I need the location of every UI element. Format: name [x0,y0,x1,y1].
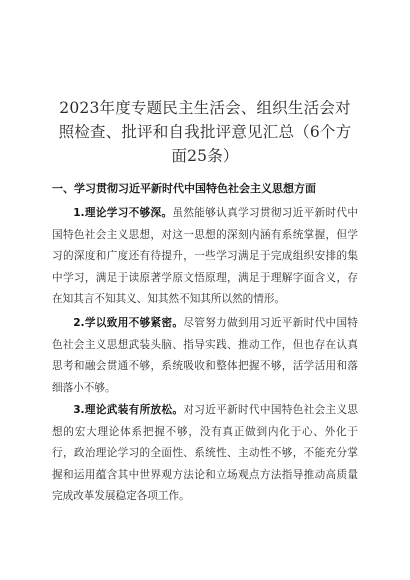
document-title: 2023年度专题民主生活会、组织生活会对照检查、批评和自我批评意见汇总（6个方面25条） [58,99,352,165]
paragraph-3-body: 对习近平新时代中国特色社会主义思想的宏大理论体系把握不够，没有真正做到内化于心、外化于行，政治理论学习的全面性、系统性、主动性不够，不能充分掌握和运用蕴含其中世界观方法论和立场观点方法指导推动高质量完成改革发展稳定各项工作。 [52,404,358,502]
paragraph-2-body: 尽管努力做到用习近平新时代中国特色社会主义思想武装头脑、指导实践、推动工作，但也存在认真思考和融会贯通不够，系统吸收和整体把握不够，活学活用和落细落小不够。 [52,317,358,394]
paragraph-2-lead: 2.学以致用不够紧密。 [73,317,184,329]
paragraph-1-body: 虽然能够认真学习贯彻习近平新时代中国特色社会主义思想，对这一思想的深刻内涵有系统掌握，但学习的深度和广度还有待提升，一些学习满足于完成组织安排的集中学习，满足于读原著学原文悟原理，满足于理解字面含义，存在知其言不知其义、知其然不知其所以然的情形。 [52,207,358,305]
paragraph-3 [52,400,358,508]
paragraph-3-lead: 3.理论武装有所放松。 [73,404,184,416]
paragraph-2 [52,313,358,399]
section-heading: 一、学习贯彻习近平新时代中国特色社会主义思想方面 [52,182,316,195]
paragraph-1 [52,203,358,311]
paragraph-1-lead: 1.理论学习不够深。 [73,207,173,219]
